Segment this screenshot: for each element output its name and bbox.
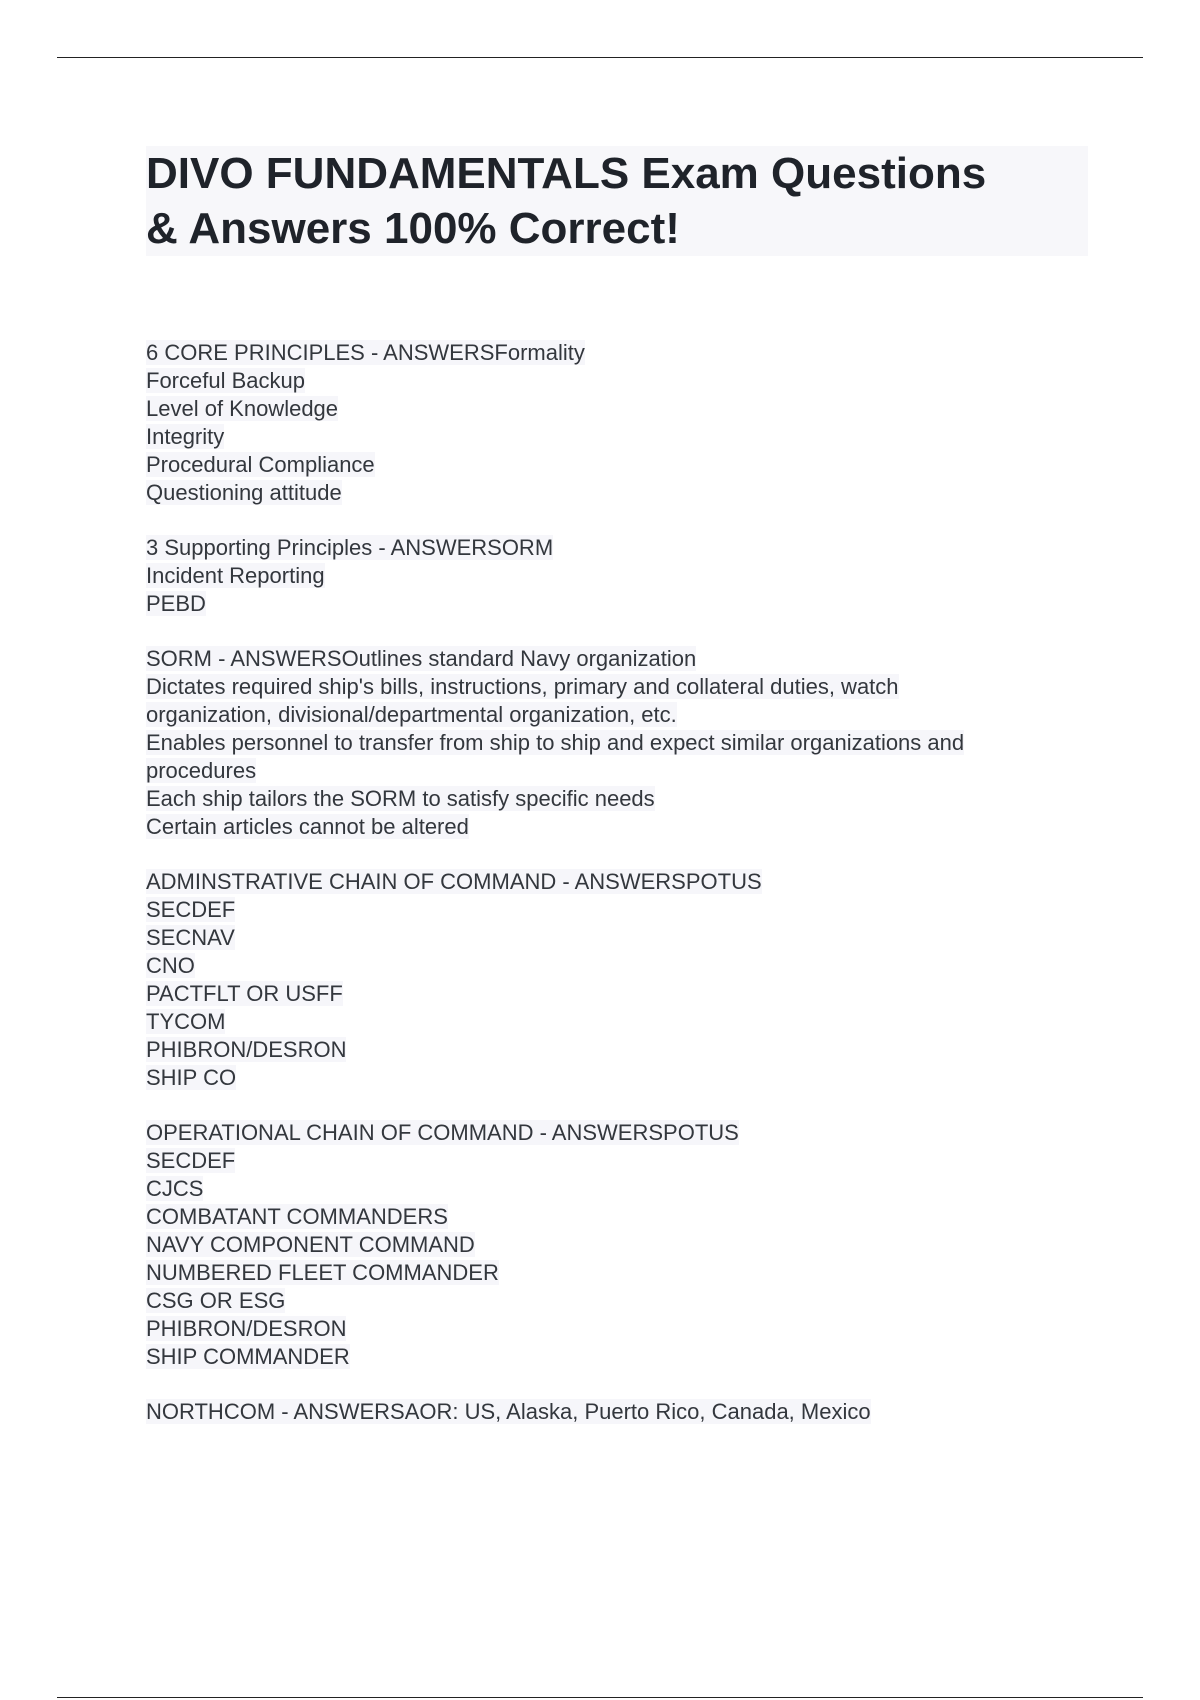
bottom-rule bbox=[57, 1697, 1143, 1698]
qa-answer-line bbox=[146, 729, 1096, 757]
qa-line-text: Incident Reporting bbox=[146, 563, 325, 588]
qa-line-text: CJCS bbox=[146, 1176, 204, 1201]
qa-line-text: 6 CORE PRINCIPLES - ANSWERSFormality bbox=[146, 340, 585, 365]
qa-answer-line bbox=[146, 813, 1096, 841]
qa-block bbox=[146, 645, 1096, 841]
qa-block bbox=[146, 534, 1096, 618]
qa-answer-line bbox=[146, 701, 1096, 729]
qa-line-text: 3 Supporting Principles - ANSWERSORM bbox=[146, 535, 554, 560]
qa-line-text: procedures bbox=[146, 758, 257, 783]
qa-line-text: Enables personnel to transfer from ship to ship and expect similar organizations and bbox=[146, 730, 965, 755]
qa-answer-line bbox=[146, 1203, 1096, 1231]
qa-answer-line bbox=[146, 1147, 1096, 1175]
qa-line-text: Forceful Backup bbox=[146, 368, 305, 393]
qa-answer-line bbox=[146, 1064, 1096, 1092]
qa-answer-line bbox=[146, 673, 1096, 701]
qa-question-line bbox=[146, 1119, 1096, 1147]
qa-line-text: OPERATIONAL CHAIN OF COMMAND - ANSWERSPOTUS bbox=[146, 1120, 739, 1145]
qa-line-text: PHIBRON/DESRON bbox=[146, 1316, 347, 1341]
qa-answer-line bbox=[146, 1008, 1096, 1036]
qa-answer-line bbox=[146, 980, 1096, 1008]
qa-line-text: NUMBERED FLEET COMMANDER bbox=[146, 1260, 499, 1285]
qa-answer-line bbox=[146, 423, 1096, 451]
qa-line-text: Certain articles cannot be altered bbox=[146, 814, 469, 839]
qa-line-text: Integrity bbox=[146, 424, 225, 449]
qa-answer-line bbox=[146, 924, 1096, 952]
qa-content bbox=[146, 339, 1096, 1453]
title-line-2: & Answers 100% Correct! bbox=[146, 204, 680, 253]
qa-line-text: PHIBRON/DESRON bbox=[146, 1037, 347, 1062]
qa-line-text: Questioning attitude bbox=[146, 480, 342, 505]
qa-line-text: SECDEF bbox=[146, 897, 236, 922]
qa-block bbox=[146, 868, 1096, 1092]
qa-line-text: NAVY COMPONENT COMMAND bbox=[146, 1232, 475, 1257]
qa-answer-line bbox=[146, 952, 1096, 980]
qa-answer-line bbox=[146, 395, 1096, 423]
qa-answer-line bbox=[146, 1175, 1096, 1203]
qa-line-text: organization, divisional/departmental organization, etc. bbox=[146, 702, 677, 727]
qa-answer-line bbox=[146, 1315, 1096, 1343]
qa-line-text: SECDEF bbox=[146, 1148, 236, 1173]
qa-line-text: COMBATANT COMMANDERS bbox=[146, 1204, 448, 1229]
qa-block bbox=[146, 1398, 1096, 1426]
qa-line-text: Level of Knowledge bbox=[146, 396, 339, 421]
qa-answer-line bbox=[146, 1287, 1096, 1315]
qa-line-text: NORTHCOM - ANSWERSAOR: US, Alaska, Puerto Rico, Canada, Mexico bbox=[146, 1399, 871, 1424]
qa-answer-line bbox=[146, 590, 1096, 618]
qa-question-line bbox=[146, 339, 1096, 367]
qa-answer-line bbox=[146, 1259, 1096, 1287]
qa-question-line bbox=[146, 645, 1096, 673]
qa-answer-line bbox=[146, 1036, 1096, 1064]
qa-answer-line bbox=[146, 1231, 1096, 1259]
qa-line-text: TYCOM bbox=[146, 1009, 226, 1034]
qa-line-text: CSG OR ESG bbox=[146, 1288, 286, 1313]
qa-question-line bbox=[146, 534, 1096, 562]
qa-line-text: SECNAV bbox=[146, 925, 235, 950]
qa-block bbox=[146, 1119, 1096, 1371]
qa-line-text: PACTFLT OR USFF bbox=[146, 981, 343, 1006]
qa-answer-line bbox=[146, 1343, 1096, 1371]
qa-line-text: Dictates required ship's bills, instructions, primary and collateral duties, watch bbox=[146, 674, 899, 699]
qa-answer-line bbox=[146, 896, 1096, 924]
qa-answer-line bbox=[146, 757, 1096, 785]
qa-line-text: SHIP COMMANDER bbox=[146, 1344, 350, 1369]
qa-line-text: SORM - ANSWERSOutlines standard Navy organization bbox=[146, 646, 697, 671]
qa-line-text: SHIP CO bbox=[146, 1065, 237, 1090]
qa-answer-line bbox=[146, 367, 1096, 395]
qa-line-text: Each ship tailors the SORM to satisfy specific needs bbox=[146, 786, 655, 811]
title-line-1: DIVO FUNDAMENTALS Exam Questions bbox=[146, 149, 987, 198]
qa-question-line bbox=[146, 1398, 1096, 1426]
qa-line-text: Procedural Compliance bbox=[146, 452, 375, 477]
top-rule bbox=[57, 57, 1143, 58]
page-title bbox=[146, 146, 1088, 256]
qa-answer-line bbox=[146, 451, 1096, 479]
qa-line-text: PEBD bbox=[146, 591, 206, 616]
qa-line-text: CNO bbox=[146, 953, 195, 978]
qa-line-text: ADMINSTRATIVE CHAIN OF COMMAND - ANSWERSPOTUS bbox=[146, 869, 762, 894]
qa-answer-line bbox=[146, 562, 1096, 590]
qa-answer-line bbox=[146, 479, 1096, 507]
qa-block bbox=[146, 339, 1096, 507]
qa-answer-line bbox=[146, 785, 1096, 813]
qa-question-line bbox=[146, 868, 1096, 896]
